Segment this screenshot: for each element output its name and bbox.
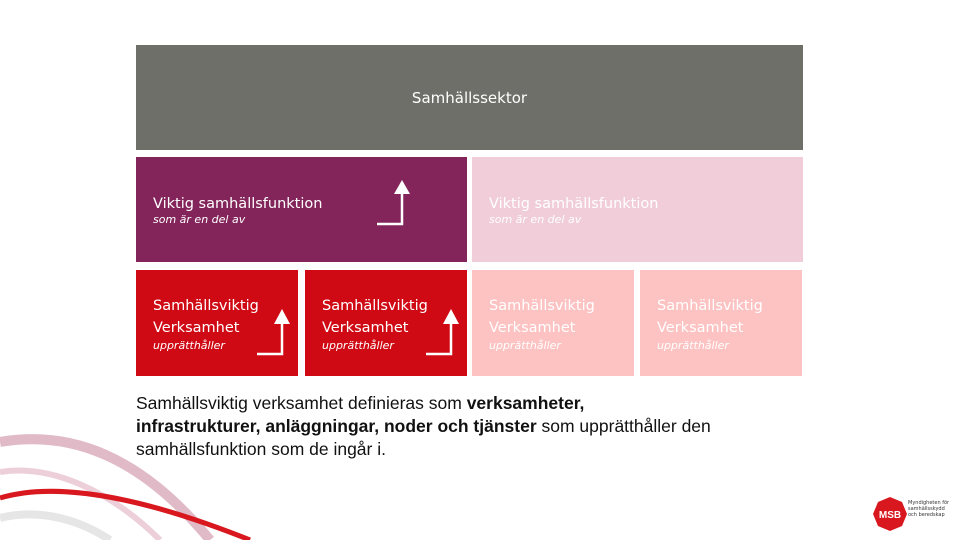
function-title: Viktig samhällsfunktion [153,196,323,212]
caption-text: Samhällsviktig verksamhet definieras som [136,393,467,413]
up-arrow-icon [254,306,294,356]
msb-logo [872,496,908,532]
logo-text [908,500,958,518]
activity-title-line2: Verksamhet [489,320,576,336]
function-box-faded [472,157,803,262]
up-arrow-icon [374,178,414,228]
activity-subtitle: upprätthåller [657,339,729,352]
caption-text: som upprätthåller den [536,416,711,436]
function-subtitle: som är en del av [489,213,582,226]
activity-subtitle: upprätthåller [153,339,225,352]
activity-subtitle: upprätthåller [322,339,394,352]
activity-title-line1: Samhällsviktig [322,298,428,314]
caption-bold: verksamheter, [466,393,585,413]
logo-mark: MSB [878,510,902,521]
activity-title-line1: Samhällsviktig [489,298,595,314]
activity-box-faded [472,270,634,376]
function-box-active [136,157,467,262]
activity-box-faded [640,270,802,376]
sector-box [136,45,803,150]
caption-text: samhällsfunktion som de ingår i. [136,439,386,459]
activity-title-line1: Samhällsviktig [657,298,763,314]
decorative-swoosh [0,430,300,540]
function-subtitle: som är en del av [153,213,246,226]
up-arrow-icon [423,306,463,356]
activity-title-line2: Verksamhet [322,320,409,336]
caption-bold: infrastrukturer, anläggningar, noder och tjänster [136,416,537,436]
activity-title-line1: Samhällsviktig [153,298,259,314]
sector-label: Samhällssektor [411,88,528,107]
activity-subtitle: upprätthåller [489,339,561,352]
logo-text-line: och beredskap [908,512,945,518]
logo-text-line: samhällsskydd [908,506,945,512]
function-title: Viktig samhällsfunktion [489,196,659,212]
activity-title-line2: Verksamhet [657,320,744,336]
logo-text-line: Myndigheten för [908,500,950,506]
activity-title-line2: Verksamhet [153,320,240,336]
